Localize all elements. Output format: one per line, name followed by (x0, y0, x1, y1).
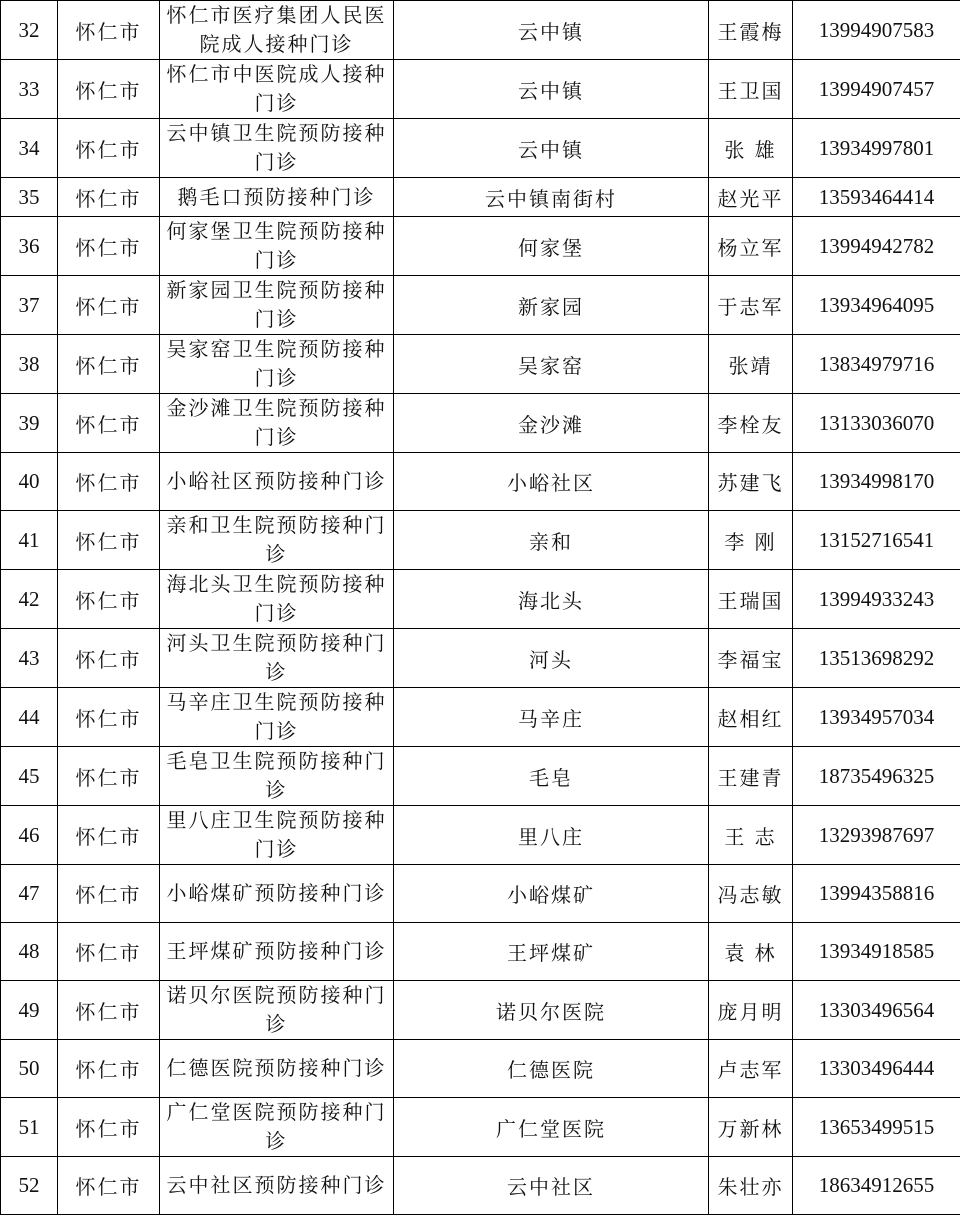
table-row (1, 629, 960, 688)
table-row (1, 178, 960, 217)
row-number-cell: 41 (1, 511, 58, 570)
city-cell: 怀仁市 (58, 1040, 160, 1098)
location-cell: 金沙滩 (394, 394, 709, 453)
phone-number-cell: 18634912655 (793, 1157, 960, 1215)
clinic-name-cell: 新家园卫生院预防接种门诊 (160, 276, 394, 335)
table-row (1, 1098, 960, 1157)
phone-number-cell: 13653499515 (793, 1098, 960, 1157)
location-cell: 里八庄 (394, 806, 709, 865)
location-cell: 新家园 (394, 276, 709, 335)
clinic-name-cell: 亲和卫生院预防接种门诊 (160, 511, 394, 570)
city-cell: 怀仁市 (58, 865, 160, 923)
row-number-cell: 32 (1, 1, 58, 60)
row-number-cell: 34 (1, 119, 58, 178)
city-cell: 怀仁市 (58, 394, 160, 453)
clinic-name-cell: 何家堡卫生院预防接种门诊 (160, 217, 394, 276)
location-cell: 马辛庄 (394, 688, 709, 747)
phone-number-cell: 13994907583 (793, 1, 960, 60)
location-cell: 云中镇 (394, 119, 709, 178)
contact-person-cell: 王卫国 (709, 60, 793, 119)
row-number-cell: 37 (1, 276, 58, 335)
location-cell: 吴家窑 (394, 335, 709, 394)
phone-number-cell: 13513698292 (793, 629, 960, 688)
location-cell: 亲和 (394, 511, 709, 570)
table-row (1, 1040, 960, 1098)
table-row (1, 747, 960, 806)
clinic-name-cell: 金沙滩卫生院预防接种门诊 (160, 394, 394, 453)
clinic-name-cell: 毛皂卫生院预防接种门诊 (160, 747, 394, 806)
phone-number-cell: 13303496564 (793, 981, 960, 1040)
row-number-cell: 47 (1, 865, 58, 923)
table-body (1, 1, 960, 1215)
row-number-cell: 52 (1, 1157, 58, 1215)
clinic-name-cell: 云中社区预防接种门诊 (160, 1157, 394, 1215)
city-cell: 怀仁市 (58, 923, 160, 981)
contact-person-cell: 赵相红 (709, 688, 793, 747)
city-cell: 怀仁市 (58, 1, 160, 60)
phone-number-cell: 13994942782 (793, 217, 960, 276)
table-row (1, 806, 960, 865)
table-row (1, 1, 960, 60)
city-cell: 怀仁市 (58, 60, 160, 119)
location-cell: 何家堡 (394, 217, 709, 276)
phone-number-cell: 13152716541 (793, 511, 960, 570)
table-row (1, 511, 960, 570)
contact-person-cell: 张 雄 (709, 119, 793, 178)
phone-number-cell: 13934997801 (793, 119, 960, 178)
city-cell: 怀仁市 (58, 335, 160, 394)
row-number-cell: 39 (1, 394, 58, 453)
contact-person-cell: 王瑞国 (709, 570, 793, 629)
contact-person-cell: 于志军 (709, 276, 793, 335)
row-number-cell: 48 (1, 923, 58, 981)
phone-number-cell: 13303496444 (793, 1040, 960, 1098)
clinic-name-cell: 怀仁市医疗集团人民医院成人接种门诊 (160, 1, 394, 60)
table-row (1, 981, 960, 1040)
row-number-cell: 46 (1, 806, 58, 865)
table-row (1, 335, 960, 394)
clinic-name-cell: 小峪煤矿预防接种门诊 (160, 865, 394, 923)
city-cell: 怀仁市 (58, 217, 160, 276)
location-cell: 广仁堂医院 (394, 1098, 709, 1157)
clinic-name-cell: 小峪社区预防接种门诊 (160, 453, 394, 511)
contact-person-cell: 庞月明 (709, 981, 793, 1040)
phone-number-cell: 13293987697 (793, 806, 960, 865)
clinic-name-cell: 诺贝尔医院预防接种门诊 (160, 981, 394, 1040)
table-row (1, 923, 960, 981)
table-row (1, 1157, 960, 1215)
clinic-name-cell: 怀仁市中医院成人接种门诊 (160, 60, 394, 119)
city-cell: 怀仁市 (58, 511, 160, 570)
location-cell: 云中社区 (394, 1157, 709, 1215)
contact-person-cell: 李栓友 (709, 394, 793, 453)
row-number-cell: 44 (1, 688, 58, 747)
phone-number-cell: 13994907457 (793, 60, 960, 119)
location-cell: 小峪社区 (394, 453, 709, 511)
phone-number-cell: 13994358816 (793, 865, 960, 923)
table-row (1, 217, 960, 276)
phone-number-cell: 13934998170 (793, 453, 960, 511)
row-number-cell: 40 (1, 453, 58, 511)
clinic-name-cell: 鹅毛口预防接种门诊 (160, 178, 394, 217)
clinic-name-cell: 仁德医院预防接种门诊 (160, 1040, 394, 1098)
table-row (1, 394, 960, 453)
contact-person-cell: 冯志敏 (709, 865, 793, 923)
city-cell: 怀仁市 (58, 806, 160, 865)
contact-person-cell: 苏建飞 (709, 453, 793, 511)
city-cell: 怀仁市 (58, 688, 160, 747)
phone-number-cell: 13994933243 (793, 570, 960, 629)
contact-person-cell: 王 志 (709, 806, 793, 865)
row-number-cell: 38 (1, 335, 58, 394)
table-row (1, 276, 960, 335)
contact-person-cell: 王霞梅 (709, 1, 793, 60)
row-number-cell: 51 (1, 1098, 58, 1157)
phone-number-cell: 18735496325 (793, 747, 960, 806)
table-row (1, 453, 960, 511)
contact-person-cell: 杨立军 (709, 217, 793, 276)
clinic-name-cell: 广仁堂医院预防接种门诊 (160, 1098, 394, 1157)
phone-number-cell: 13834979716 (793, 335, 960, 394)
clinic-name-cell: 云中镇卫生院预防接种门诊 (160, 119, 394, 178)
clinic-name-cell: 海北头卫生院预防接种门诊 (160, 570, 394, 629)
table-row (1, 570, 960, 629)
phone-number-cell: 13934957034 (793, 688, 960, 747)
location-cell: 云中镇 (394, 1, 709, 60)
city-cell: 怀仁市 (58, 119, 160, 178)
row-number-cell: 42 (1, 570, 58, 629)
table-row (1, 865, 960, 923)
location-cell: 河头 (394, 629, 709, 688)
contact-person-cell: 李 刚 (709, 511, 793, 570)
location-cell: 仁德医院 (394, 1040, 709, 1098)
city-cell: 怀仁市 (58, 453, 160, 511)
phone-number-cell: 13593464414 (793, 178, 960, 217)
row-number-cell: 43 (1, 629, 58, 688)
row-number-cell: 36 (1, 217, 58, 276)
contact-person-cell: 朱壮亦 (709, 1157, 793, 1215)
contact-person-cell: 张靖 (709, 335, 793, 394)
city-cell: 怀仁市 (58, 178, 160, 217)
city-cell: 怀仁市 (58, 570, 160, 629)
row-number-cell: 35 (1, 178, 58, 217)
location-cell: 云中镇南街村 (394, 178, 709, 217)
city-cell: 怀仁市 (58, 1098, 160, 1157)
contact-person-cell: 李福宝 (709, 629, 793, 688)
contact-person-cell: 赵光平 (709, 178, 793, 217)
city-cell: 怀仁市 (58, 981, 160, 1040)
row-number-cell: 49 (1, 981, 58, 1040)
contact-person-cell: 袁 林 (709, 923, 793, 981)
location-cell: 云中镇 (394, 60, 709, 119)
location-cell: 海北头 (394, 570, 709, 629)
city-cell: 怀仁市 (58, 629, 160, 688)
location-cell: 毛皂 (394, 747, 709, 806)
phone-number-cell: 13133036070 (793, 394, 960, 453)
contact-person-cell: 万新林 (709, 1098, 793, 1157)
table-row (1, 119, 960, 178)
phone-number-cell: 13934918585 (793, 923, 960, 981)
row-number-cell: 50 (1, 1040, 58, 1098)
row-number-cell: 45 (1, 747, 58, 806)
table-row (1, 60, 960, 119)
clinic-name-cell: 里八庄卫生院预防接种门诊 (160, 806, 394, 865)
phone-number-cell: 13934964095 (793, 276, 960, 335)
location-cell: 小峪煤矿 (394, 865, 709, 923)
clinic-name-cell: 河头卫生院预防接种门诊 (160, 629, 394, 688)
clinic-name-cell: 王坪煤矿预防接种门诊 (160, 923, 394, 981)
location-cell: 王坪煤矿 (394, 923, 709, 981)
city-cell: 怀仁市 (58, 1157, 160, 1215)
clinic-name-cell: 马辛庄卫生院预防接种门诊 (160, 688, 394, 747)
city-cell: 怀仁市 (58, 276, 160, 335)
clinic-name-cell: 吴家窑卫生院预防接种门诊 (160, 335, 394, 394)
contact-person-cell: 王建青 (709, 747, 793, 806)
location-cell: 诺贝尔医院 (394, 981, 709, 1040)
contact-person-cell: 卢志军 (709, 1040, 793, 1098)
city-cell: 怀仁市 (58, 747, 160, 806)
table-row (1, 688, 960, 747)
row-number-cell: 33 (1, 60, 58, 119)
